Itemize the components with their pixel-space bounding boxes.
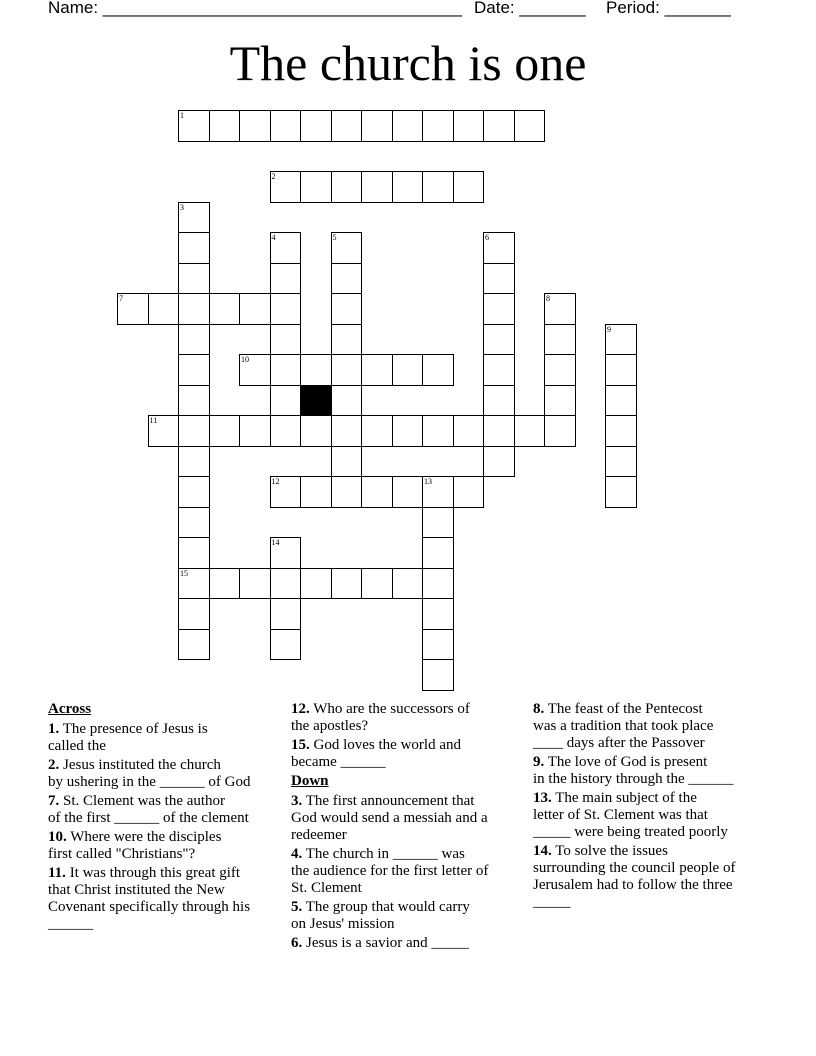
grid-cell[interactable] bbox=[331, 354, 363, 386]
clue-item bbox=[48, 721, 283, 755]
grid-cell[interactable] bbox=[483, 263, 515, 295]
grid-cell[interactable] bbox=[453, 110, 485, 142]
clue-text: It was through this great gift that Christ instituted the New Covenant specifically through his ______ bbox=[48, 865, 251, 932]
clue-number-label: 3. bbox=[291, 793, 303, 809]
grid-cell[interactable] bbox=[422, 476, 454, 508]
clue-number-label: 4. bbox=[291, 846, 303, 862]
grid-cell[interactable] bbox=[605, 385, 637, 417]
clue-number-label: 5. bbox=[291, 899, 303, 915]
across-clue-list-continued bbox=[291, 701, 523, 771]
grid-cell[interactable] bbox=[392, 354, 424, 386]
grid-cell[interactable] bbox=[483, 110, 515, 142]
grid-cell[interactable] bbox=[178, 263, 210, 295]
clue-number-label: 14. bbox=[533, 843, 552, 859]
clue-text: Where were the disciples first called "Christians"? bbox=[48, 829, 222, 862]
clue-number: 8 bbox=[546, 294, 550, 303]
grid-cell[interactable] bbox=[300, 415, 332, 447]
clue-number: 10 bbox=[241, 355, 249, 364]
grid-cell[interactable] bbox=[605, 324, 637, 356]
grid-cell[interactable] bbox=[331, 232, 363, 264]
grid-cell[interactable] bbox=[300, 476, 332, 508]
grid-cell[interactable] bbox=[514, 415, 546, 447]
grid-cell[interactable] bbox=[544, 324, 576, 356]
grid-cell[interactable] bbox=[209, 415, 241, 447]
grid-cell[interactable] bbox=[239, 110, 271, 142]
clue-text: St. Clement was the author of the first ______ of the clement bbox=[48, 793, 249, 826]
clue-item bbox=[533, 754, 773, 788]
grid-cell[interactable] bbox=[422, 171, 454, 203]
grid-cell[interactable] bbox=[178, 446, 210, 478]
clue-number: 7 bbox=[119, 294, 123, 303]
grid-cell[interactable] bbox=[209, 568, 241, 600]
clue-number: 2 bbox=[271, 172, 276, 181]
clue-number-label: 10. bbox=[48, 829, 67, 845]
grid-cell[interactable] bbox=[392, 171, 424, 203]
grid-cell[interactable] bbox=[361, 415, 393, 447]
clue-item bbox=[533, 843, 773, 911]
grid-cell[interactable] bbox=[544, 385, 576, 417]
clue-item bbox=[291, 935, 523, 952]
grid-cell[interactable] bbox=[422, 537, 454, 569]
grid-cell[interactable] bbox=[544, 415, 576, 447]
clue-item bbox=[291, 846, 523, 897]
grid-cell[interactable] bbox=[270, 476, 302, 508]
grid-cell[interactable] bbox=[178, 110, 210, 142]
clue-number-label: 6. bbox=[291, 935, 303, 951]
clue-number: 11 bbox=[149, 416, 158, 425]
clue-text: God loves the world and became ______ bbox=[291, 737, 461, 770]
clue-text: The presence of Jesus is called the bbox=[48, 721, 208, 754]
grid-cell[interactable] bbox=[270, 537, 302, 569]
grid-cell[interactable] bbox=[178, 385, 210, 417]
grid-cell[interactable] bbox=[178, 476, 210, 508]
clue-number: 4 bbox=[271, 233, 276, 242]
clue-number-label: 11. bbox=[48, 865, 66, 881]
clue-number-label: 9. bbox=[533, 754, 545, 770]
clue-item bbox=[48, 829, 283, 863]
clues-column-2 bbox=[291, 701, 523, 954]
grid-cell[interactable] bbox=[178, 415, 210, 447]
grid-cell[interactable] bbox=[483, 385, 515, 417]
grid-cell[interactable] bbox=[544, 354, 576, 386]
grid-cell[interactable] bbox=[209, 293, 241, 325]
clue-number: 14 bbox=[271, 538, 280, 547]
grid-cell[interactable] bbox=[178, 507, 210, 539]
grid-cell[interactable] bbox=[483, 415, 515, 447]
grid-cell[interactable] bbox=[270, 171, 302, 203]
grid-cell[interactable] bbox=[422, 598, 454, 630]
grid-cell[interactable] bbox=[331, 171, 363, 203]
grid-cell[interactable] bbox=[453, 476, 485, 508]
grid-cell[interactable] bbox=[361, 110, 393, 142]
clue-item bbox=[291, 793, 523, 844]
clue-number: 1 bbox=[180, 111, 184, 120]
clues-column-1 bbox=[48, 701, 283, 935]
grid-cell[interactable] bbox=[331, 476, 363, 508]
grid-cell[interactable] bbox=[361, 354, 393, 386]
date-field-label: Date: _______ bbox=[474, 0, 586, 17]
period-field-label: Period: _______ bbox=[606, 0, 731, 17]
grid-cell[interactable] bbox=[270, 629, 302, 661]
grid-cell[interactable] bbox=[392, 415, 424, 447]
grid-cell[interactable] bbox=[453, 415, 485, 447]
clue-text: The main subject of the letter of St. Clement was that _____ were being treated poorly bbox=[533, 790, 728, 840]
grid-cell[interactable] bbox=[392, 110, 424, 142]
grid-cell[interactable] bbox=[331, 385, 363, 417]
grid-cell[interactable] bbox=[605, 476, 637, 508]
clue-item bbox=[48, 757, 283, 791]
grid-cell[interactable] bbox=[422, 629, 454, 661]
grid-cell[interactable] bbox=[270, 263, 302, 295]
grid-cell[interactable] bbox=[361, 476, 393, 508]
grid-cell[interactable] bbox=[605, 354, 637, 386]
grid-cell[interactable] bbox=[239, 568, 271, 600]
grid-cell[interactable] bbox=[605, 415, 637, 447]
clue-text: Jesus is a savior and _____ bbox=[302, 935, 469, 951]
clue-item bbox=[291, 701, 523, 735]
grid-cell[interactable] bbox=[453, 171, 485, 203]
grid-cell[interactable] bbox=[239, 415, 271, 447]
grid-cell[interactable] bbox=[422, 354, 454, 386]
grid-cell[interactable] bbox=[178, 293, 210, 325]
grid-cell[interactable] bbox=[361, 568, 393, 600]
clue-text: The love of God is present in the history through the ______ bbox=[533, 754, 734, 787]
clue-item bbox=[533, 790, 773, 841]
grid-cell[interactable] bbox=[270, 385, 302, 417]
grid-cell[interactable] bbox=[148, 293, 180, 325]
clue-number: 9 bbox=[607, 324, 611, 334]
clues-column-3 bbox=[533, 701, 773, 913]
grid-cell[interactable] bbox=[422, 507, 454, 539]
clue-number: 6 bbox=[485, 233, 489, 242]
clue-item bbox=[291, 737, 523, 771]
clue-text: Who are the successors of the apostles? bbox=[291, 701, 470, 734]
clue-number-label: 2. bbox=[48, 757, 60, 773]
grid-cell[interactable] bbox=[422, 415, 454, 447]
grid-cell[interactable] bbox=[209, 110, 241, 142]
clue-number-label: 15. bbox=[291, 737, 310, 753]
grid-cell[interactable] bbox=[300, 110, 332, 142]
grid-cell[interactable] bbox=[239, 293, 271, 325]
clue-text: The group that would carry on Jesus' mission bbox=[291, 899, 470, 932]
grid-cell[interactable] bbox=[361, 171, 393, 203]
clue-text: The first announcement that God would send a messiah and a redeemer bbox=[291, 793, 488, 843]
clue-item bbox=[291, 899, 523, 933]
clue-number-label: 7. bbox=[48, 793, 60, 809]
clue-number-label: 13. bbox=[533, 790, 552, 806]
grid-cell[interactable] bbox=[392, 476, 424, 508]
down-clue-list bbox=[291, 793, 523, 952]
clue-number: 5 bbox=[332, 233, 337, 242]
grid-cell[interactable] bbox=[331, 415, 363, 447]
grid-cell[interactable] bbox=[270, 293, 302, 325]
grid-cell[interactable] bbox=[331, 568, 363, 600]
grid-cell[interactable] bbox=[270, 354, 302, 386]
grid-cell[interactable] bbox=[178, 354, 210, 386]
grid-cell[interactable] bbox=[239, 354, 271, 386]
grid-cell[interactable] bbox=[331, 293, 363, 325]
name-field-label: Name: ______________________________________ bbox=[48, 0, 463, 17]
grid-cell[interactable] bbox=[178, 324, 210, 356]
grid-cell[interactable] bbox=[331, 446, 363, 478]
clue-number: 3 bbox=[180, 202, 184, 212]
across-heading: Across bbox=[48, 701, 92, 717]
grid-cell[interactable] bbox=[605, 446, 637, 478]
grid-cell[interactable] bbox=[270, 110, 302, 142]
grid-cell[interactable] bbox=[514, 110, 546, 142]
across-clue-list bbox=[48, 721, 283, 933]
grid-cell[interactable] bbox=[331, 263, 363, 295]
clue-number-label: 1. bbox=[48, 721, 60, 737]
clue-number: 13 bbox=[424, 477, 432, 486]
grid-cell[interactable] bbox=[178, 537, 210, 569]
clue-number: 15 bbox=[180, 568, 188, 578]
grid-cell[interactable] bbox=[178, 568, 210, 600]
puzzle-title: The church is one bbox=[229, 35, 587, 91]
clue-text: To solve the issues surrounding the council people of Jerusalem had to follow the three _____ bbox=[533, 843, 736, 910]
clue-text: The church in ______ was the audience for the first letter of St. Clement bbox=[291, 846, 489, 896]
grid-cell[interactable] bbox=[483, 354, 515, 386]
down-heading: Down bbox=[291, 773, 329, 789]
grid-cell[interactable] bbox=[178, 202, 210, 234]
grid-cell[interactable] bbox=[483, 293, 515, 325]
grid-cell[interactable] bbox=[270, 415, 302, 447]
grid-cell[interactable] bbox=[178, 232, 210, 264]
clue-item bbox=[533, 701, 773, 752]
clue-text: Jesus instituted the church by ushering in the ______ of God bbox=[48, 757, 251, 790]
grid-cell[interactable] bbox=[483, 446, 515, 478]
grid-cell[interactable] bbox=[300, 354, 332, 386]
grid-cell[interactable] bbox=[178, 629, 210, 661]
grid-cell[interactable] bbox=[483, 324, 515, 356]
grid-cell[interactable] bbox=[392, 568, 424, 600]
grid-cell[interactable] bbox=[270, 232, 302, 264]
clue-text: The feast of the Pentecost was a tradition that took place ____ days after the Passover bbox=[533, 701, 714, 751]
clue-item bbox=[48, 865, 283, 933]
grid-cell[interactable] bbox=[422, 568, 454, 600]
grid-cell[interactable] bbox=[422, 659, 454, 691]
clue-number-label: 12. bbox=[291, 701, 310, 717]
down-clue-list-continued bbox=[533, 701, 773, 911]
grid-cell[interactable] bbox=[483, 232, 515, 264]
grid-cell[interactable] bbox=[331, 110, 363, 142]
grid-cell[interactable] bbox=[270, 568, 302, 600]
grid-cell[interactable] bbox=[544, 293, 576, 325]
black-square bbox=[300, 385, 332, 417]
clue-item bbox=[48, 793, 283, 827]
clue-number: 12 bbox=[271, 477, 280, 486]
grid-cell[interactable] bbox=[331, 324, 363, 356]
grid-cell[interactable] bbox=[300, 171, 332, 203]
grid-cell[interactable] bbox=[178, 598, 210, 630]
grid-cell[interactable] bbox=[270, 598, 302, 630]
grid-cell[interactable] bbox=[270, 324, 302, 356]
grid-cell[interactable] bbox=[148, 415, 180, 447]
grid-cell[interactable] bbox=[422, 110, 454, 142]
grid-cell[interactable] bbox=[117, 293, 149, 325]
clue-number-label: 8. bbox=[533, 701, 545, 717]
grid-cell[interactable] bbox=[300, 568, 332, 600]
